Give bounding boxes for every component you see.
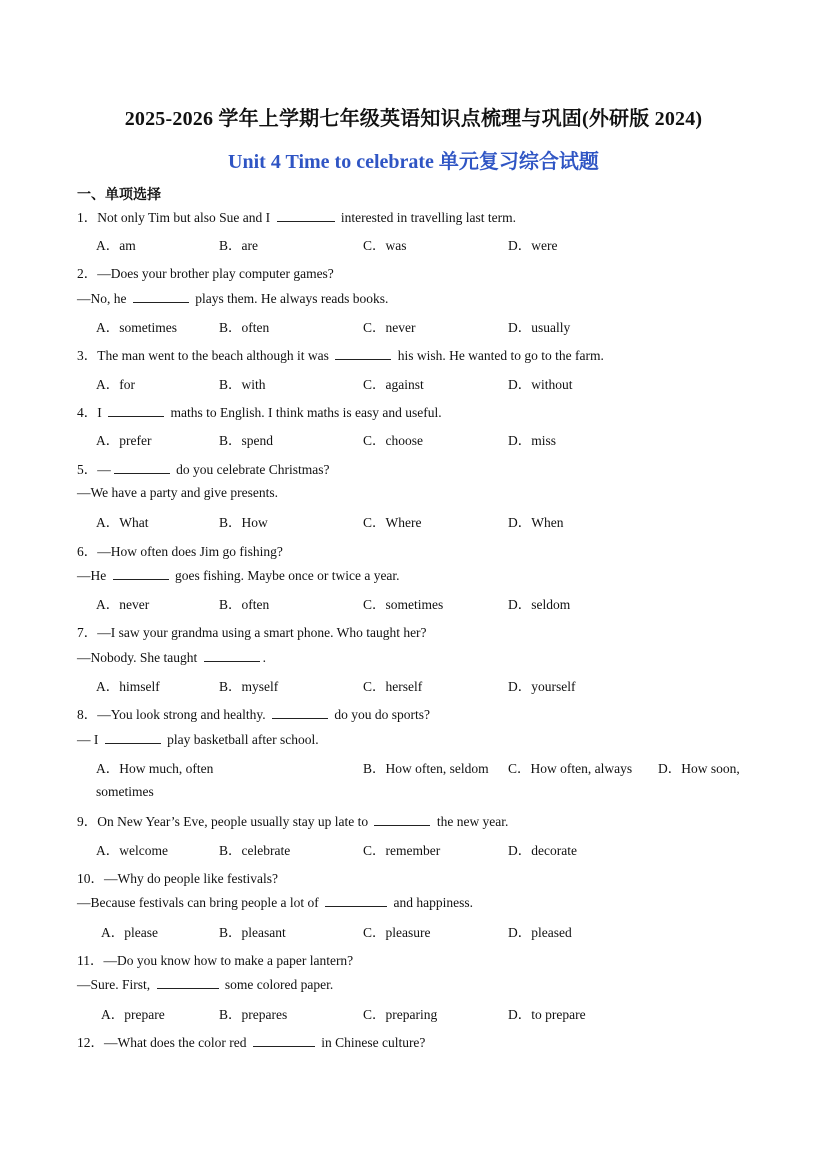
question-7-stem: 7．—I saw your grandma using a smart phone. Who taught her? [77,625,427,640]
question-8-option-a: A．How much, often [96,761,214,776]
question-8-option-b: B．How often, seldom [363,761,489,776]
question-11-option-d: D．to prepare [508,1007,586,1022]
question-4-option-d: D．miss [508,433,557,448]
question-6-reply: —He goes fishing. Maybe once or twice a year. [77,568,400,583]
answer-blank [277,209,335,222]
question-1-stem: 1．Not only Tim but also Sue and I interested in travelling last term. [77,210,516,225]
question-3-option-d: D．without [508,377,573,392]
question-9-option-d: D．decorate [508,843,577,858]
page-subtitle: Unit 4 Time to celebrate 单元复习综合试题 [228,151,599,173]
answer-blank [105,731,161,744]
answer-blank [113,567,169,580]
question-6-option-d: D．seldom [508,597,571,612]
question-5-option-c: C．Where [363,515,422,530]
question-11-stem: 11．—Do you know how to make a paper lantern? [77,953,354,968]
question-1-option-d: D．were [508,238,558,253]
question-1-option-c: C．was [363,238,407,253]
question-2-option-b: B．often [219,320,270,335]
question-4-option-b: B．spend [219,433,273,448]
question-7-reply: —Nobody. She taught . [77,650,266,665]
question-2-option-d: D．usually [508,320,571,335]
question-8-option-d-wrap: sometimes [96,784,154,799]
question-7-option-b: B．myself [219,679,279,694]
question-3-option-c: C．against [363,377,424,392]
question-4-option-c: C．choose [363,433,423,448]
answer-blank [108,404,164,417]
question-9-option-a: A．welcome [96,843,168,858]
answer-blank [325,894,387,907]
answer-blank [253,1034,315,1047]
answer-blank [335,347,391,360]
answer-blank [374,813,430,826]
question-8-stem: 8．—You look strong and healthy. do you do sports? [77,707,430,722]
question-2-option-a: A．sometimes [96,320,177,335]
question-10-stem: 10．—Why do people like festivals? [77,871,278,886]
question-1-option-a: A．am [96,238,136,253]
question-6-option-c: C．sometimes [363,597,444,612]
question-3-option-a: A．for [96,377,135,392]
question-11-option-c: C．preparing [363,1007,438,1022]
question-3-option-b: B．with [219,377,266,392]
question-12-stem: 12．—What does the color red in Chinese culture? [77,1035,426,1050]
question-5-option-a: A．What [96,515,149,530]
question-8-option-c: C．How often, always [508,761,633,776]
question-1-option-b: B．are [219,238,258,253]
question-7-option-c: C．herself [363,679,423,694]
question-10-option-c: C．pleasure [363,925,431,940]
section-heading: 一、单项选择 [77,188,161,203]
question-5-reply: —We have a party and give presents. [77,485,278,500]
question-2-reply: —No, he plays them. He always reads books. [77,291,389,306]
question-9-option-b: B．celebrate [219,843,291,858]
question-5-option-b: B．How [219,515,268,530]
question-9-stem: 9．On New Year’s Eve, people usually stay up late to the new year. [77,814,509,829]
question-10-option-d: D．pleased [508,925,572,940]
question-2-option-c: C．never [363,320,416,335]
question-5-stem: 5．— do you celebrate Christmas? [77,462,330,477]
question-6-option-a: A．never [96,597,150,612]
question-8-option-d: D．How soon, [658,761,740,776]
question-11-option-b: B．prepares [219,1007,288,1022]
question-4-option-a: A．prefer [96,433,152,448]
answer-blank [114,461,170,474]
question-2-stem: 2．—Does your brother play computer games? [77,266,334,281]
question-7-option-d: D．yourself [508,679,576,694]
question-11-reply: —Sure. First, some colored paper. [77,977,334,992]
answer-blank [157,976,219,989]
question-6-stem: 6．—How often does Jim go fishing? [77,544,283,559]
question-10-option-b: B．pleasant [219,925,286,940]
question-7-option-a: A．himself [96,679,160,694]
answer-blank [204,649,260,662]
question-8-reply: — I play basketball after school. [77,732,319,747]
answer-blank [133,290,189,303]
question-11-option-a: A．prepare [101,1007,165,1022]
question-10-reply: —Because festivals can bring people a lot of and happiness. [77,895,474,910]
question-3-stem: 3．The man went to the beach although it was his wish. He wanted to go to the farm. [77,348,604,363]
question-4-stem: 4．I maths to English. I think maths is easy and useful. [77,405,442,420]
question-5-option-d: D．When [508,515,564,530]
answer-blank [272,706,328,719]
question-9-option-c: C．remember [363,843,441,858]
question-10-option-a: A．please [101,925,158,940]
question-6-option-b: B．often [219,597,270,612]
page-title: 2025-2026 学年上学期七年级英语知识点梳理与巩固(外研版 2024) [124,108,703,130]
